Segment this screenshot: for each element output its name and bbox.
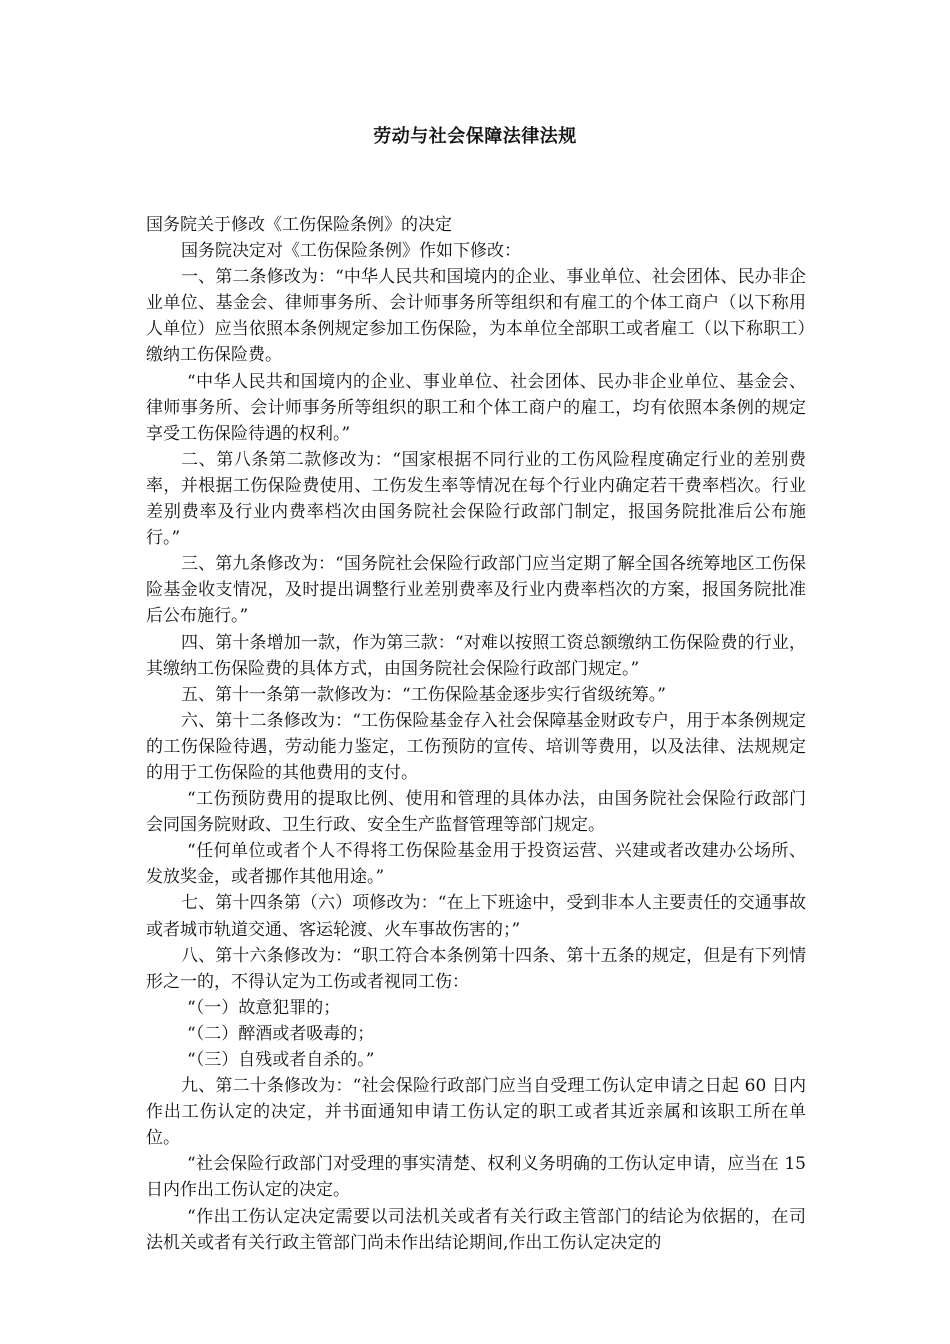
- paragraph: 国务院决定对《工伤保险条例》作如下修改：: [181, 241, 521, 262]
- paragraph: “中华人民共和国境内的企业、事业单位、社会团体、民办非企业单位、基金会、律师事务所、会计师事务所等组织的职工和个体工商户的雇工，均有依照本条例的规定享受工伤保险待遇的权利。”: [146, 371, 806, 444]
- paragraph: 国务院关于修改《工伤保险条例》的决定: [146, 215, 452, 235]
- paragraph: 一、第二条修改为：“中华人民共和国境内的企业、事业单位、社会团体、民办非企业单位、基金会、律师事务所、会计师事务所等组织和有雇工的个体工商户（以下称用人单位）应当依照本条例规定参加工伤保险，为本单位全部职工或者雇工（以下称职工）缴纳工伤保险费。: [146, 267, 806, 366]
- paragraph: “（三）自残或者自杀的。”: [187, 1050, 375, 1070]
- paragraph: 四、第十条增加一款，作为第三款：“对难以按照工资总额缴纳工伤保险费的行业，其缴纳工伤保险费的具体方式，由国务院社会保险行政部门规定。”: [146, 632, 806, 679]
- paragraph: 五、第十一条第一款修改为：“工伤保险基金逐步实行省级统筹。”: [181, 684, 666, 705]
- paragraph: 九、第二十条修改为：“社会保险行政部门应当自受理工伤认定申请之日起 60 日内作出工伤认定的决定，并书面通知申请工伤认定的职工或者其近亲属和该职工所在单位。: [146, 1076, 806, 1149]
- paragraph: “（一）故意犯罪的；: [187, 997, 341, 1018]
- paragraph: “社会保险行政部门对受理的事实清楚、权利义务明确的工伤认定申请，应当在 15 日内作出工伤认定的决定。: [146, 1154, 806, 1201]
- document-title: 劳动与社会保障法律法规: [373, 126, 577, 147]
- paragraph: 三、第九条修改为：“国务院社会保险行政部门应当定期了解全国各统筹地区工伤保险基金收支情况，及时提出调整行业差别费率及行业内费率档次的方案，报国务院批准后公布施行。”: [146, 554, 806, 627]
- document-body: [146, 212, 806, 1256]
- paragraph: 六、第十二条修改为：“工伤保险基金存入社会保障基金财政专户，用于本条例规定的工伤保险待遇，劳动能力鉴定，工伤预防的宣传、培训等费用，以及法律、法规规定的用于工伤保险的其他费用的支付。: [146, 710, 806, 783]
- paragraph: “作出工伤认定决定需要以司法机关或者有关行政主管部门的结论为依据的，在司法机关或者有关行政主管部门尚未作出结论期间,作出工伤认定决定的: [146, 1206, 806, 1253]
- paragraph: “任何单位或者个人不得将工伤保险基金用于投资运营、兴建或者改建办公场所、发放奖金，或者挪作其他用途。”: [146, 841, 806, 888]
- paragraph: “工伤预防费用的提取比例、使用和管理的具体办法，由国务院社会保险行政部门会同国务院财政、卫生行政、安全生产监督管理等部门规定。: [146, 789, 806, 836]
- paragraph: 七、第十四条第（六）项修改为：“在上下班途中，受到非本人主要责任的交通事故或者城市轨道交通、客运轮渡、火车事故伤害的；”: [146, 893, 806, 940]
- paragraph: 八、第十六条修改为：“职工符合本条例第十四条、第十五条的规定，但是有下列情形之一的，不得认定为工伤或者视同工伤：: [146, 945, 806, 992]
- paragraph: “（二）醉酒或者吸毒的；: [187, 1023, 375, 1044]
- paragraph: 二、第八条第二款修改为：“国家根据不同行业的工伤风险程度确定行业的差别费率，并根据工伤保险费使用、工伤发生率等情况在每个行业内确定若干费率档次。行业差别费率及行业内费率档次由国务院社会保险行政部门制定，报国务院批准后公布施行。”: [146, 449, 806, 549]
